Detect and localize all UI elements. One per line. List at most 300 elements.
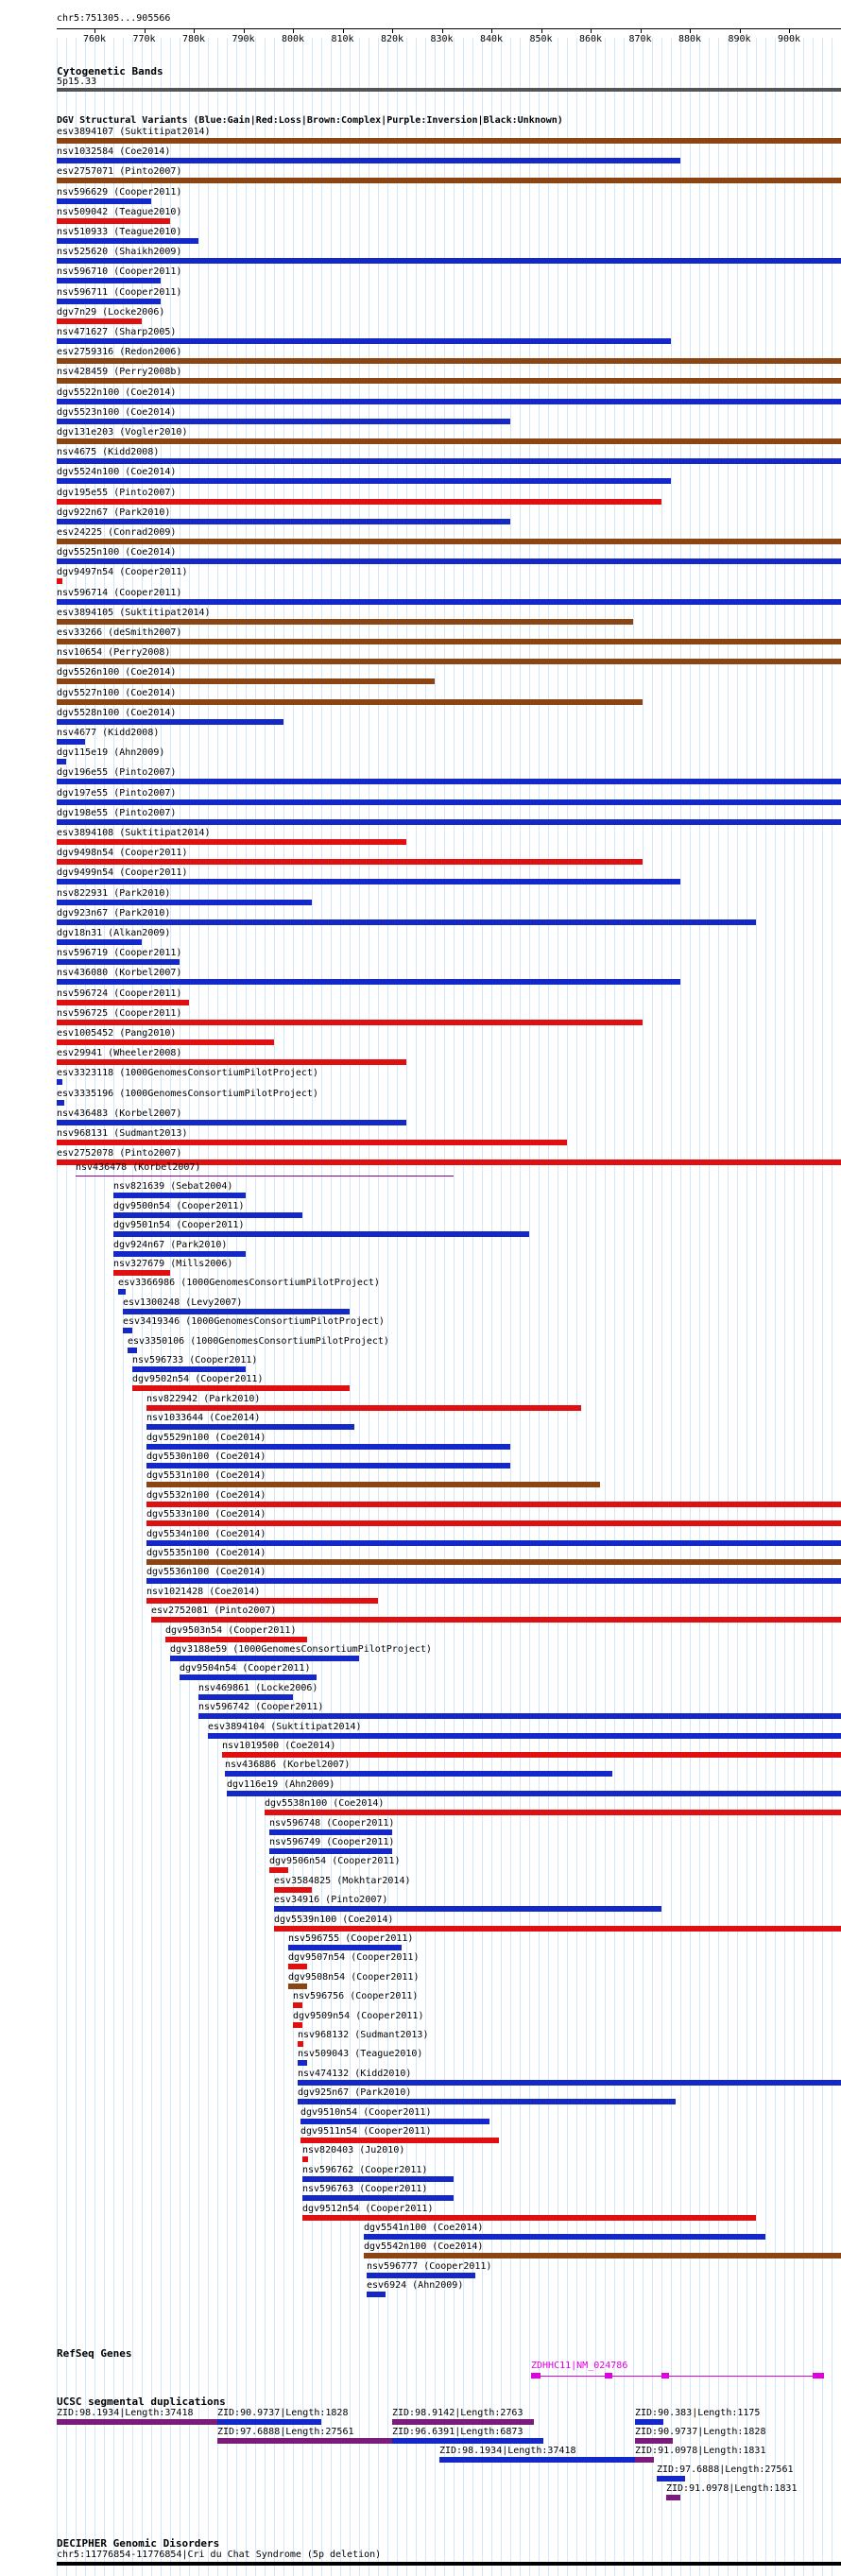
grid-line [567, 38, 568, 2576]
ruler-tick [690, 28, 691, 33]
dgv-variant-bar[interactable] [198, 1694, 293, 1700]
dgv-variant-bar[interactable] [364, 2253, 841, 2258]
dgv-variant-label[interactable]: nsv469861 (Locke2006) [198, 1682, 318, 1693]
grid-line [822, 38, 823, 2576]
grid-line [520, 38, 521, 2576]
segdup-label[interactable]: ZID:97.6888|Length:27561 [657, 2464, 794, 2475]
dgv-variant-label[interactable]: dgv5528n100 (Coe2014) [57, 707, 177, 718]
dgv-variant-bar[interactable] [57, 900, 312, 905]
dgv-variant-bar[interactable] [57, 619, 633, 625]
dgv-variant-label[interactable]: dgv196e55 (Pinto2007) [57, 767, 177, 779]
cytoband-bar [57, 88, 841, 92]
segdup-label[interactable]: ZID:98.1934|Length:37418 [57, 2408, 194, 2418]
dgv-variant-label[interactable]: nsv1021428 (Coe2014) [146, 1586, 261, 1597]
dgv-variant-bar[interactable] [57, 779, 841, 784]
dgv-variant-bar[interactable] [123, 1328, 132, 1333]
dgv-variant-bar[interactable] [146, 1520, 841, 1526]
dgv-variant-bar[interactable] [57, 458, 841, 464]
dgv-variant-bar[interactable] [57, 218, 170, 224]
dgv-variant-label[interactable]: esv3894105 (Suktitipat2014) [57, 607, 211, 618]
dgv-variant-label[interactable]: dgv9508n54 (Cooper2011) [288, 1971, 420, 1983]
dgv-variant-label[interactable]: dgv9497n54 (Cooper2011) [57, 567, 188, 578]
grid-line [709, 38, 710, 2576]
dgv-variant-bar[interactable] [57, 178, 841, 183]
dgv-variant-label[interactable]: dgv115e19 (Ahn2009) [57, 747, 165, 759]
dgv-variant-label[interactable]: dgv5522n100 (Coe2014) [57, 386, 177, 398]
dgv-variant-label[interactable]: dgv9509n54 (Cooper2011) [293, 2010, 424, 2021]
dgv-variant-label[interactable]: dgv195e55 (Pinto2007) [57, 487, 177, 498]
segdup-label[interactable]: ZID:97.6888|Length:27561 [217, 2427, 354, 2437]
dgv-variant-label[interactable]: nsv327679 (Mills2006) [113, 1259, 233, 1269]
grid-line [661, 38, 662, 2576]
dgv-variant-label[interactable]: nsv1019500 (Coe2014) [222, 1741, 336, 1751]
dgv-variant-label[interactable]: nsv822931 (Park2010) [57, 887, 171, 899]
grid-line [794, 38, 795, 2576]
dgv-variant-bar[interactable] [57, 138, 841, 144]
dgv-variant-bar[interactable] [57, 238, 198, 244]
dgv-variant-bar[interactable] [146, 1424, 354, 1430]
dgv-variant-bar[interactable] [57, 299, 161, 304]
dgv-variant-bar[interactable] [57, 478, 671, 484]
dgv-variant-bar[interactable] [146, 1559, 841, 1565]
dgv-variant-label[interactable]: dgv9504n54 (Cooper2011) [180, 1663, 311, 1674]
dgv-variant-label[interactable]: nsv596762 (Cooper2011) [302, 2164, 428, 2175]
dgv-variant-bar[interactable] [57, 158, 680, 163]
segdup-label[interactable]: ZID:98.1934|Length:37418 [439, 2446, 576, 2456]
dgv-variant-label[interactable]: nsv596710 (Cooper2011) [57, 266, 182, 278]
dgv-variant-label[interactable]: nsv436080 (Korbel2007) [57, 968, 182, 979]
dgv-variant-bar[interactable] [57, 358, 841, 364]
decipher-item[interactable]: chr5:11776854-11776854|Cri du Chat Syndrome (5p deletion) [57, 2550, 382, 2560]
cytoband-title: Cytogenetic Bands [57, 65, 163, 77]
dgv-variant-bar[interactable] [288, 1984, 307, 1989]
dgv-title: DGV Structural Variants (Blue:Gain|Red:Loss|Brown:Complex|Purple:Inversion|Black:Unknown) [57, 115, 563, 126]
grid-line [548, 38, 549, 2576]
dgv-variant-bar[interactable] [57, 1039, 274, 1045]
segdup-bar[interactable] [635, 2419, 663, 2425]
refseq-gene-line[interactable] [531, 2376, 824, 2377]
segdup-label[interactable]: ZID:90.9737|Length:1828 [635, 2427, 766, 2437]
dgv-variant-label[interactable]: nsv596629 (Cooper2011) [57, 186, 182, 197]
ruler-tick-label: 900k [778, 34, 801, 44]
dgv-variant-bar[interactable] [300, 2138, 499, 2143]
grid-line [643, 38, 644, 2576]
dgv-variant-label[interactable]: esv6924 (Ahn2009) [367, 2280, 464, 2292]
dgv-variant-bar[interactable] [274, 1906, 661, 1912]
dgv-variant-bar[interactable] [367, 2292, 386, 2297]
dgv-variant-label[interactable]: nsv596719 (Cooper2011) [57, 948, 182, 959]
dgv-variant-bar[interactable] [227, 1791, 841, 1796]
ruler-tick [343, 28, 344, 33]
dgv-variant-label[interactable]: nsv596711 (Cooper2011) [57, 286, 182, 298]
ruler-tick [541, 28, 542, 33]
dgv-variant-bar[interactable] [113, 1251, 246, 1257]
dgv-variant-bar[interactable] [57, 558, 841, 564]
dgv-variant-bar[interactable] [298, 2060, 307, 2066]
dgv-variant-label[interactable]: esv3584825 (Mokhtar2014) [274, 1875, 411, 1886]
segdup-bar[interactable] [217, 2419, 321, 2425]
dgv-variant-bar[interactable] [198, 1713, 841, 1719]
grid-line [728, 38, 729, 2576]
dgv-variant-bar[interactable] [265, 1810, 841, 1815]
ruler-tick [194, 28, 195, 33]
dgv-variant-bar[interactable] [298, 2041, 303, 2047]
dgv-variant-bar[interactable] [293, 2002, 302, 2008]
dgv-variant-label[interactable]: esv3894107 (Suktitipat2014) [57, 127, 211, 137]
dgv-variant-label[interactable]: nsv822942 (Park2010) [146, 1393, 261, 1404]
segdup-bar[interactable] [657, 2476, 685, 2482]
dgv-variant-label[interactable]: dgv5529n100 (Coe2014) [146, 1432, 266, 1443]
dgv-variant-bar[interactable] [57, 419, 510, 424]
dgv-variant-bar[interactable] [57, 578, 62, 584]
segdup-label[interactable]: ZID:90.383|Length:1175 [635, 2408, 761, 2418]
dgv-variant-bar[interactable] [146, 1598, 378, 1604]
dgv-variant-bar[interactable] [57, 438, 841, 444]
dgv-variant-bar[interactable] [113, 1193, 246, 1198]
segdup-bar[interactable] [635, 2438, 673, 2444]
dgv-variant-bar[interactable] [269, 1829, 392, 1835]
grid-line [652, 38, 653, 2576]
segdup-label[interactable]: ZID:98.9142|Length:2763 [392, 2408, 523, 2418]
dgv-variant-bar[interactable] [57, 699, 643, 705]
segdup-bar[interactable] [392, 2438, 543, 2444]
dgv-variant-label[interactable]: nsv436478 (Korbel2007) [76, 1162, 201, 1173]
dgv-variant-label[interactable]: dgv116e19 (Ahn2009) [227, 1778, 335, 1790]
dgv-variant-bar[interactable] [57, 1100, 64, 1106]
dgv-variant-bar[interactable] [57, 859, 643, 865]
dgv-variant-bar[interactable] [57, 1000, 189, 1005]
dgv-variant-label[interactable]: nsv596742 (Cooper2011) [198, 1702, 324, 1713]
dgv-variant-bar[interactable] [57, 919, 756, 925]
dgv-variant-label[interactable]: esv3335196 (1000GenomesConsortiumPilotProject) [57, 1088, 318, 1099]
segdup-bar[interactable] [392, 2419, 534, 2425]
dgv-variant-label[interactable]: nsv596714 (Cooper2011) [57, 587, 182, 598]
dgv-variant-bar[interactable] [57, 1140, 567, 1145]
dgv-variant-label[interactable]: dgv5531n100 (Coe2014) [146, 1470, 266, 1482]
dgv-variant-bar[interactable] [293, 2022, 302, 2028]
dgv-variant-label[interactable]: dgv198e55 (Pinto2007) [57, 807, 177, 818]
dgv-variant-label[interactable]: nsv596763 (Cooper2011) [302, 2184, 428, 2195]
ruler-tick-label: 770k [132, 34, 156, 44]
dgv-variant-label[interactable]: nsv1032584 (Coe2014) [57, 146, 171, 158]
dgv-variant-label[interactable]: dgv5527n100 (Coe2014) [57, 687, 177, 698]
dgv-variant-bar[interactable] [132, 1385, 350, 1391]
dgv-variant-bar[interactable] [57, 678, 435, 684]
dgv-variant-bar[interactable] [57, 1059, 406, 1065]
dgv-variant-bar[interactable] [225, 1771, 612, 1777]
ruler-tick [789, 28, 790, 33]
dgv-variant-bar[interactable] [57, 719, 283, 725]
dgv-variant-bar[interactable] [302, 2176, 454, 2182]
grid-line [624, 38, 625, 2576]
ruler-tick [244, 28, 245, 33]
dgv-variant-label[interactable]: nsv968131 (Sudmant2013) [57, 1128, 188, 1139]
dgv-variant-label[interactable]: nsv436483 (Korbel2007) [57, 1108, 182, 1119]
grid-line [756, 38, 757, 2576]
dgv-variant-label[interactable]: dgv9498n54 (Cooper2011) [57, 848, 188, 859]
dgv-variant-label[interactable]: dgv5541n100 (Coe2014) [364, 2223, 484, 2233]
dgv-variant-label[interactable]: dgv5533n100 (Coe2014) [146, 1509, 266, 1520]
refseq-exon[interactable] [661, 2373, 669, 2379]
dgv-variant-bar[interactable] [57, 599, 841, 605]
dgv-variant-bar[interactable] [113, 1212, 302, 1218]
dgv-variant-bar[interactable] [146, 1540, 841, 1546]
dgv-variant-label[interactable]: esv29941 (Wheeler2008) [57, 1048, 182, 1059]
ruler-tick-label: 890k [728, 34, 751, 44]
dgv-variant-bar[interactable] [57, 1120, 406, 1125]
dgv-variant-bar[interactable] [123, 1309, 350, 1314]
dgv-variant-label[interactable]: esv33266 (deSmith2007) [57, 627, 182, 638]
dgv-variant-label[interactable]: esv3350106 (1000GenomesConsortiumPilotProject) [128, 1335, 389, 1347]
ruler-tick [641, 28, 642, 33]
dgv-variant-label[interactable]: dgv923n67 (Park2010) [57, 907, 171, 919]
grid-line [510, 38, 511, 2576]
ruler-tick-label: 800k [282, 34, 305, 44]
dgv-variant-bar[interactable] [57, 639, 841, 644]
dgv-variant-bar[interactable] [57, 879, 680, 884]
dgv-variant-label[interactable]: nsv596749 (Cooper2011) [269, 1837, 395, 1847]
dgv-variant-bar[interactable] [146, 1578, 841, 1584]
dgv-variant-bar[interactable] [274, 1887, 312, 1893]
refseq-title: RefSeq Genes [57, 2347, 132, 2360]
dgv-variant-label[interactable]: nsv596755 (Cooper2011) [288, 1933, 414, 1944]
dgv-variant-label[interactable]: dgv5532n100 (Coe2014) [146, 1489, 266, 1501]
dgv-variant-bar[interactable] [364, 2234, 765, 2240]
dgv-variant-bar[interactable] [146, 1405, 581, 1411]
dgv-variant-label[interactable]: dgv9501n54 (Cooper2011) [113, 1220, 245, 1231]
ruler-tick-label: 870k [628, 34, 652, 44]
dgv-variant-label[interactable]: dgv9512n54 (Cooper2011) [302, 2203, 434, 2214]
dgv-variant-label[interactable]: dgv5538n100 (Coe2014) [265, 1798, 385, 1810]
dgv-variant-label[interactable]: dgv5530n100 (Coe2014) [146, 1451, 266, 1462]
dgv-variant-bar[interactable] [302, 2215, 756, 2221]
grid-line [784, 38, 785, 2576]
dgv-variant-bar[interactable] [165, 1637, 307, 1642]
dgv-variant-label[interactable]: dgv5542n100 (Coe2014) [364, 2241, 484, 2253]
refseq-exon[interactable] [531, 2373, 541, 2379]
ruler-tick [94, 28, 95, 33]
dgv-variant-label[interactable]: esv3894104 (Suktitipat2014) [208, 1721, 362, 1732]
dgv-variant-bar[interactable] [222, 1752, 841, 1758]
dgv-variant-label[interactable]: nsv596748 (Cooper2011) [269, 1817, 395, 1829]
grid-line [775, 38, 776, 2576]
dgv-variant-label[interactable]: nsv471627 (Sharp2005) [57, 327, 177, 337]
dgv-variant-label[interactable]: esv3419346 (1000GenomesConsortiumPilotProject) [123, 1316, 385, 1328]
dgv-variant-label[interactable]: esv3894108 (Suktitipat2014) [57, 828, 211, 838]
dgv-variant-bar[interactable] [57, 198, 151, 204]
ruler-tick [145, 28, 146, 33]
dgv-variant-bar[interactable] [57, 839, 406, 845]
ruler-tick-label: 780k [182, 34, 206, 44]
dgv-variant-label[interactable]: dgv9502n54 (Cooper2011) [132, 1374, 264, 1385]
dgv-variant-label[interactable]: dgv925n67 (Park2010) [298, 2087, 412, 2099]
dgv-variant-label[interactable]: dgv5523n100 (Coe2014) [57, 406, 177, 418]
dgv-variant-label[interactable]: esv2757071 (Pinto2007) [57, 166, 182, 178]
dgv-variant-label[interactable]: esv2759316 (Redon2006) [57, 347, 182, 358]
dgv-variant-bar[interactable] [57, 979, 680, 985]
dgv-variant-label[interactable]: dgv9511n54 (Cooper2011) [300, 2126, 432, 2137]
dgv-variant-label[interactable]: dgv197e55 (Pinto2007) [57, 787, 177, 799]
ruler-tick [491, 28, 492, 33]
dgv-variant-bar[interactable] [57, 378, 841, 384]
grid-line [605, 38, 606, 2576]
dgv-variant-label[interactable]: nsv596725 (Cooper2011) [57, 1007, 182, 1019]
dgv-variant-label[interactable]: nsv436886 (Korbel2007) [225, 1760, 351, 1771]
dgv-variant-bar[interactable] [298, 2099, 676, 2104]
grid-line [680, 38, 681, 2576]
dgv-variant-label[interactable]: dgv922n67 (Park2010) [57, 507, 171, 518]
ruler-axis [57, 28, 841, 29]
dgv-variant-bar[interactable] [146, 1502, 841, 1507]
dgv-variant-bar[interactable] [57, 759, 66, 764]
dgv-variant-label[interactable]: nsv821639 (Sebat2004) [113, 1181, 233, 1193]
dgv-variant-bar[interactable] [113, 1270, 170, 1276]
dgv-variant-bar[interactable] [298, 2080, 841, 2086]
dgv-variant-label[interactable]: esv1005452 (Pang2010) [57, 1028, 177, 1039]
dgv-variant-label[interactable]: dgv3188e59 (1000GenomesConsortiumPilotProject) [170, 1644, 432, 1655]
grid-line [718, 38, 719, 2576]
dgv-variant-label[interactable]: dgv924n67 (Park2010) [113, 1239, 228, 1250]
dgv-variant-bar[interactable] [146, 1444, 510, 1450]
dgv-variant-bar[interactable] [57, 959, 180, 965]
segdup-label[interactable]: ZID:91.0978|Length:1831 [635, 2446, 766, 2456]
dgv-variant-label[interactable]: dgv5535n100 (Coe2014) [146, 1548, 266, 1558]
ruler-tick [442, 28, 443, 33]
segdup-label[interactable]: ZID:96.6391|Length:6873 [392, 2427, 523, 2437]
grid-line [803, 38, 804, 2576]
refseq-exon[interactable] [813, 2373, 824, 2379]
dgv-variant-label[interactable]: dgv5526n100 (Coe2014) [57, 667, 177, 678]
dgv-variant-bar[interactable] [57, 1020, 643, 1025]
dgv-variant-bar[interactable] [57, 258, 841, 264]
dgv-variant-bar[interactable] [367, 2273, 475, 2278]
dgv-variant-label[interactable]: dgv131e203 (Vogler2010) [57, 427, 188, 438]
dgv-variant-bar[interactable] [302, 2156, 308, 2162]
dgv-variant-label[interactable]: nsv474132 (Kidd2010) [298, 2068, 412, 2079]
segdup-bar[interactable] [666, 2495, 680, 2500]
decipher-bar[interactable] [57, 2562, 841, 2566]
dgv-variant-label[interactable]: nsv968132 (Sudmant2013) [298, 2030, 429, 2040]
dgv-variant-bar[interactable] [57, 539, 841, 544]
dgv-variant-bar[interactable] [57, 1079, 62, 1085]
dgv-variant-label[interactable]: dgv5539n100 (Coe2014) [274, 1914, 394, 1925]
dgv-variant-label[interactable]: esv2752081 (Pinto2007) [151, 1606, 277, 1617]
dgv-variant-bar[interactable] [132, 1366, 246, 1372]
dgv-variant-label[interactable]: dgv5536n100 (Coe2014) [146, 1567, 266, 1578]
segdup-label[interactable]: ZID:90.9737|Length:1828 [217, 2408, 349, 2418]
dgv-variant-bar[interactable] [208, 1733, 841, 1739]
dgv-variant-label[interactable]: dgv9500n54 (Cooper2011) [113, 1200, 245, 1211]
ruler-tick-label: 810k [331, 34, 354, 44]
grid-line [586, 38, 587, 2576]
dgv-variant-label[interactable]: nsv428459 (Perry2008b) [57, 367, 182, 378]
dgv-variant-bar[interactable] [180, 1674, 317, 1680]
dgv-variant-label[interactable]: nsv10654 (Perry2008) [57, 647, 171, 659]
dgv-variant-bar[interactable] [288, 1945, 402, 1950]
dgv-variant-bar[interactable] [269, 1867, 288, 1873]
dgv-variant-label[interactable]: nsv596733 (Cooper2011) [132, 1355, 258, 1365]
segdup-label[interactable]: ZID:91.0978|Length:1831 [666, 2483, 798, 2494]
dgv-variant-label[interactable]: esv3366986 (1000GenomesConsortiumPilotProject) [118, 1278, 380, 1289]
dgv-variant-label[interactable]: dgv18n31 (Alkan2009) [57, 928, 171, 938]
dgv-variant-label[interactable]: dgv9510n54 (Cooper2011) [300, 2106, 432, 2118]
dgv-variant-bar[interactable] [269, 1848, 392, 1854]
dgv-variant-label[interactable]: dgv9503n54 (Cooper2011) [165, 1624, 297, 1636]
dgv-variant-label[interactable]: dgv7n29 (Locke2006) [57, 306, 165, 318]
dgv-variant-bar[interactable] [57, 318, 142, 324]
dgv-variant-bar[interactable] [300, 2119, 489, 2124]
grid-line [699, 38, 700, 2576]
refseq-gene-label[interactable]: ZDHHC11|NM_024786 [531, 2361, 628, 2371]
ruler-tick [591, 28, 592, 33]
dgv-variant-bar[interactable] [57, 519, 510, 524]
ruler-tick-label: 820k [381, 34, 404, 44]
dgv-variant-label[interactable]: nsv509042 (Teague2010) [57, 206, 182, 217]
dgv-variant-bar[interactable] [288, 1964, 307, 1969]
dgv-variant-label[interactable]: nsv4675 (Kidd2008) [57, 447, 160, 458]
dgv-variant-bar[interactable] [57, 278, 161, 283]
dgv-variant-bar[interactable] [57, 799, 841, 805]
dgv-variant-label[interactable]: esv3323118 (1000GenomesConsortiumPilotProject) [57, 1068, 318, 1079]
dgv-variant-bar[interactable] [57, 399, 841, 404]
ruler-tick [392, 28, 393, 33]
dgv-variant-bar[interactable] [151, 1617, 841, 1623]
dgv-variant-label[interactable]: nsv509043 (Teague2010) [298, 2049, 423, 2060]
grid-line [529, 38, 530, 2576]
dgv-variant-label[interactable]: dgv9507n54 (Cooper2011) [288, 1952, 420, 1964]
dgv-variant-label[interactable]: esv1300248 (Levy2007) [123, 1297, 243, 1308]
grid-line [614, 38, 615, 2576]
dgv-variant-label[interactable]: dgv9499n54 (Cooper2011) [57, 867, 188, 879]
dgv-variant-label[interactable]: dgv9506n54 (Cooper2011) [269, 1856, 401, 1867]
dgv-variant-label[interactable]: dgv5525n100 (Coe2014) [57, 547, 177, 558]
dgv-variant-label[interactable]: dgv5524n100 (Coe2014) [57, 467, 177, 478]
dgv-variant-label[interactable]: esv34916 (Pinto2007) [274, 1895, 388, 1906]
dgv-variant-label[interactable]: nsv596777 (Cooper2011) [367, 2260, 492, 2272]
ruler-tick-label: 830k [430, 34, 454, 44]
dgv-variant-bar[interactable] [57, 739, 85, 745]
dgv-variant-label[interactable]: esv24225 (Conrad2009) [57, 527, 177, 538]
dgv-variant-label[interactable]: nsv596756 (Cooper2011) [293, 1991, 419, 2002]
dgv-variant-bar[interactable] [118, 1289, 126, 1295]
dgv-variant-label[interactable]: nsv820403 (Ju2010) [302, 2145, 405, 2156]
dgv-variant-bar[interactable] [146, 1482, 600, 1487]
dgv-variant-bar[interactable] [57, 499, 661, 505]
dgv-variant-label[interactable]: esv2752078 (Pinto2007) [57, 1148, 182, 1159]
dgv-variant-bar[interactable] [113, 1231, 529, 1237]
segdup-bar[interactable] [439, 2457, 647, 2463]
dgv-variant-bar[interactable] [57, 659, 841, 664]
dgv-variant-bar[interactable] [57, 338, 671, 344]
ruler-tick-label: 860k [579, 34, 603, 44]
dgv-variant-label[interactable]: dgv5534n100 (Coe2014) [146, 1528, 266, 1539]
dgv-variant-label[interactable]: nsv510933 (Teague2010) [57, 227, 182, 237]
dgv-variant-label[interactable]: nsv596724 (Cooper2011) [57, 987, 182, 999]
dgv-variant-bar[interactable] [274, 1926, 841, 1932]
dgv-variant-bar[interactable] [146, 1463, 510, 1468]
refseq-exon[interactable] [605, 2373, 612, 2379]
grid-line [813, 38, 814, 2576]
dgv-variant-label[interactable]: nsv1033644 (Coe2014) [146, 1413, 261, 1424]
segdup-bar[interactable] [635, 2457, 654, 2463]
dgv-variant-bar[interactable] [170, 1656, 359, 1661]
dgv-variant-label[interactable]: nsv525620 (Shaikh2009) [57, 247, 182, 258]
dgv-variant-label[interactable]: nsv4677 (Kidd2008) [57, 728, 160, 738]
dgv-variant-bar[interactable] [57, 819, 841, 825]
dgv-variant-bar[interactable] [128, 1348, 137, 1353]
dgv-variant-bar[interactable] [57, 939, 142, 945]
dgv-variant-bar[interactable] [302, 2195, 454, 2201]
